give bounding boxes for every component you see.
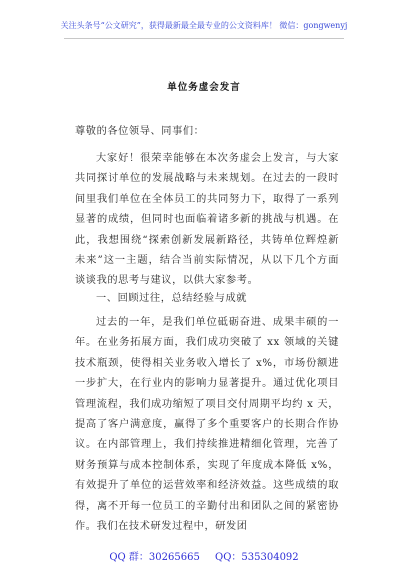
footer-qq: QQ：535304092 bbox=[215, 552, 299, 563]
document-title: 单位务虚会发言 bbox=[167, 82, 241, 93]
section-heading: 一、回顾过往，总结经验与成就 bbox=[96, 293, 248, 304]
header-banner: 关注头条号“公文研究”，获得最新最全最专业的公文资料库！ 微信：gongwenyj bbox=[60, 21, 348, 30]
footer-contact bbox=[0, 548, 408, 563]
header-divider bbox=[64, 38, 344, 39]
paragraph-review: 过去的一年，是我们单位砥砺奋进、成果丰硕的一年。在业务拓展方面，我们成功突破了 xx 领域的关键技术瓶颈，使得相关业务收入增长了 x%，市场份额进一步扩大，在行业内的影响力显著提升。通过优化项目管理流程，我们成功缩短了项目交付周期平均约 x 天，提高了客户满意度，赢得了多个重要客户的长期合作协议。在内部管理上，我们持续推进精细化管理，完善了财务预算与成本控制体系，实现了年度成本降低 x%，有效提升了单位的运营效率和经济效益。这些成绩的取得，离不开每一位员工的辛勤付出和团队之间的紧密协作。我们在技术研发过程中，研发团 bbox=[75, 317, 339, 533]
paragraph-intro: 大家好！很荣幸能够在本次务虚会上发言，与大家共同探讨单位的发展战略与未来规划。在过去的一段时间里我们单位在全体员工的共同努力下，取得了一系列显著的成绩，但同时也面临着诸多新的挑战与机遇。在此，我想围绕“探索创新发展新路径，共铸单位辉煌新未来”这一主题，结合当前实际情况，从以下几个方面谈谈我的思考与建议，以供大家参考。 bbox=[75, 153, 339, 287]
footer-qq-group: QQ 群：30265665 bbox=[109, 552, 200, 563]
salutation: 尊敬的各位领导、同事们： bbox=[75, 126, 205, 137]
